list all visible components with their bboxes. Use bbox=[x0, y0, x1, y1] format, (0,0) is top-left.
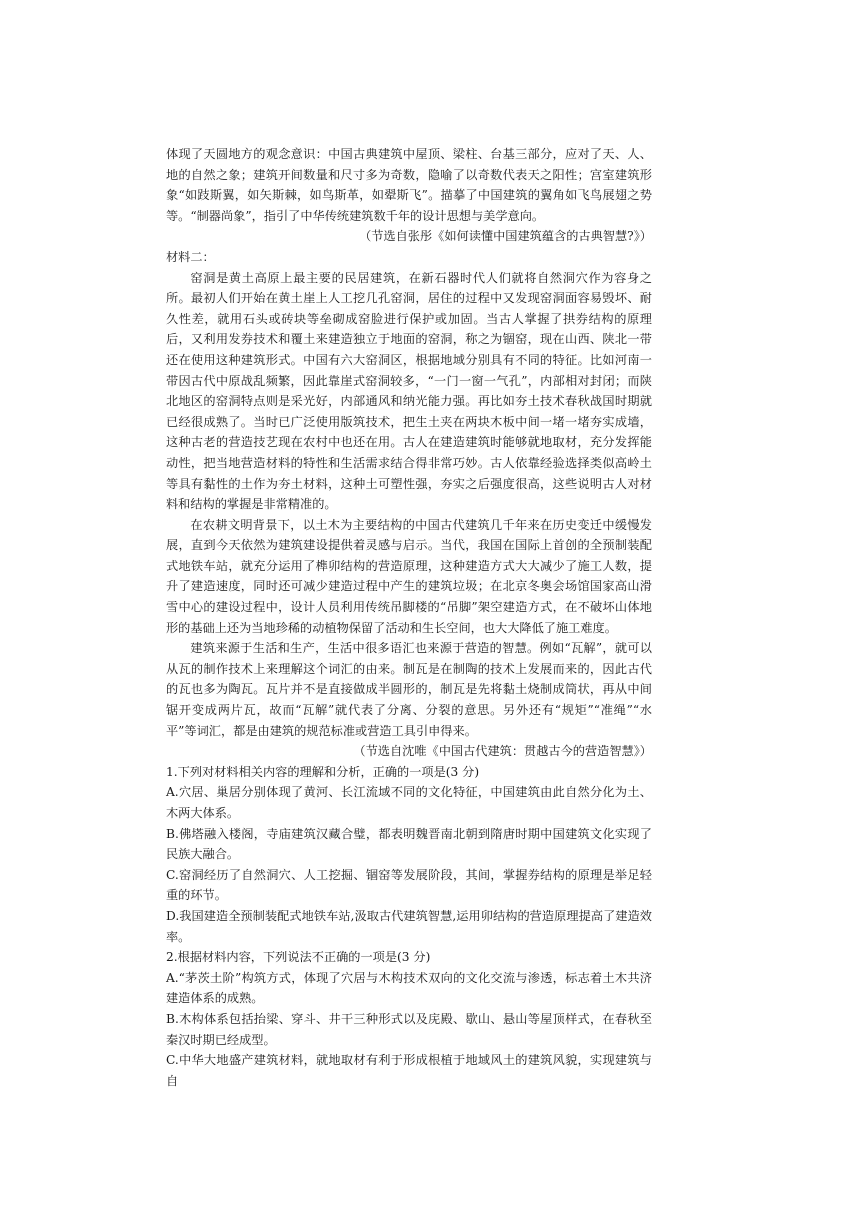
material1-tail-paragraph: 体现了天圆地方的观念意识：中国古典建筑中屋顶、梁柱、台基三部分，应对了天、人、地的自然之象；建筑开间数量和尺寸多为奇数，隐喻了以奇数代表天之阳性；宫室建筑形象“如跂斯翼，如矢斯棘，如鸟斯革，如翚斯飞”。描摹了中国建筑的翼角如飞鸟展翅之势等。“制器尚象”，指引了中华传统建筑数千年的设计思想与美学意向。 bbox=[166, 147, 652, 223]
question-2-option-c: C.中华大地盛产建筑材料，就地取材有利于形成根植于地域风土的建筑风貌，实现建筑与自 bbox=[166, 1053, 652, 1088]
question-2-stem: 2.根据材料内容，下列说法不正确的一项是(3 分) bbox=[166, 950, 431, 965]
question-1-option-a: A.穴居、巢居分别体现了黄河、长江流域不同的文化特征，中国建筑由此自然分化为土、木两大体系。 bbox=[166, 785, 652, 820]
question-2-option-b: B.木构体系包括抬梁、穿斗、井干三种形式以及庑殿、歇山、悬山等屋顶样式，在春秋至秦汉时期已经成型。 bbox=[166, 1011, 652, 1047]
question-1-option-c: C.窑洞经历了自然洞穴、人工挖掘、锢窑等发展阶段，其间，掌握券结构的原理是举足轻重的环节。 bbox=[166, 867, 652, 903]
material2-paragraph-1: 窑洞是黄土高原上最主要的民居建筑，在新石器时代人们就将自然洞穴作为容身之所。最初人们开始在黄土崖上人工挖几孔窑洞，居住的过程中又发现窑洞面容易毁坏、耐久性差，就用石头或砖块等垒砌成窑脸进行保护或加固。当古人掌握了拱券结构的原理后，又利用发券技术和覆土来建造独立于地面的窑洞，称之为锢窑，现在山西、陕北一带还在使用这种建筑形式。中国有六大窑洞区，根据地域分别具有不同的特征。比如河南一带因古代中原战乱频繁，因此靠崖式窑洞较多，“一门一窗一气孔”，内部相对封闭；而陕北地区的窑洞特点则是采光好，内部通风和纳光能力强。再比如夯土技术春秋战国时期就已经很成熟了。当时已广泛使用版筑技术，把生土夹在两块木板中间一堵一堵夯实成墙，这种古老的营造技艺现在农村中也还在用。古人在建造建筑时能够就地取材，充分发挥能动性，把当地营造材料的特性和生活需求结合得非常巧妙。古人依靠经验选择类似高岭土等具有黏性的土作为夯土材料，这种土可塑性强，夯实之后强度很高，这些说明古人对材料和结构的掌握是非常精准的。 bbox=[166, 270, 652, 512]
material2-heading: 材料二： bbox=[166, 249, 215, 264]
question-2-option-a: A.“茅茨土阶”构筑方式，体现了穴居与木构技术双向的文化交流与渗透，标志着土木共济建造体系的成熟。 bbox=[166, 970, 652, 1006]
document-page bbox=[166, 144, 652, 1091]
question-1-option-b: B.佛塔融入楼阁，寺庙建筑汉藏合璧，都表明魏晋南北朝到隋唐时期中国建筑文化实现了民族大融合。 bbox=[166, 826, 652, 862]
material2-paragraph-3: 建筑来源于生活和生产，生活中很多语汇也来源于营造的智慧。例如“瓦解”，就可以从瓦的制作技术上来理解这个词汇的由来。制瓦是在制陶的技术上发展而来的，因此古代的瓦也多为陶瓦。瓦片并不是直接做成半圆形的，制瓦是先将黏土烧制成筒状，再从中间锯开变成两片瓦，故而“瓦解”就代表了分离、分裂的意思。另外还有“规矩”“准绳”“水平”等词汇，都是由建筑的规范标准或营造工具引申得来。 bbox=[166, 641, 652, 738]
source-citation-2: （节选自沈唯《中国古代建筑：贯越古今的营造智慧》） bbox=[353, 744, 652, 759]
question-1-option-d: D.我国建造全预制装配式地铁车站,汲取古代建筑智慧,运用卯结构的营造原理提高了建造效率。 bbox=[166, 908, 652, 944]
question-1-stem: 1.下列对材料相关内容的理解和分析，正确的一项是(3 分) bbox=[166, 764, 480, 779]
material2-paragraph-2: 在农耕文明背景下，以土木为主要结构的中国古代建筑几千年来在历史变迁中缓慢发展，直到今天依然为建筑建设提供着灵感与启示。当代，我国在国际上首创的全预制装配式地铁车站，就充分运用了榫卯结构的营造原理，这种建造方式大大减少了施工人数，提升了建造速度，同时还可减少建造过程中产生的建筑垃圾；在北京冬奥会场馆国家高山滑雪中心的建设过程中，设计人员利用传统吊脚楼的“吊脚”架空建造方式，在不破坏山体地形的基础上还为当地珍稀的动植物保留了活动和生长空间，也大大降低了施工难度。 bbox=[166, 517, 652, 635]
source-citation-1: （节选自张彤《如何读懂中国建筑蕴含的古典智慧?》） bbox=[359, 229, 652, 244]
